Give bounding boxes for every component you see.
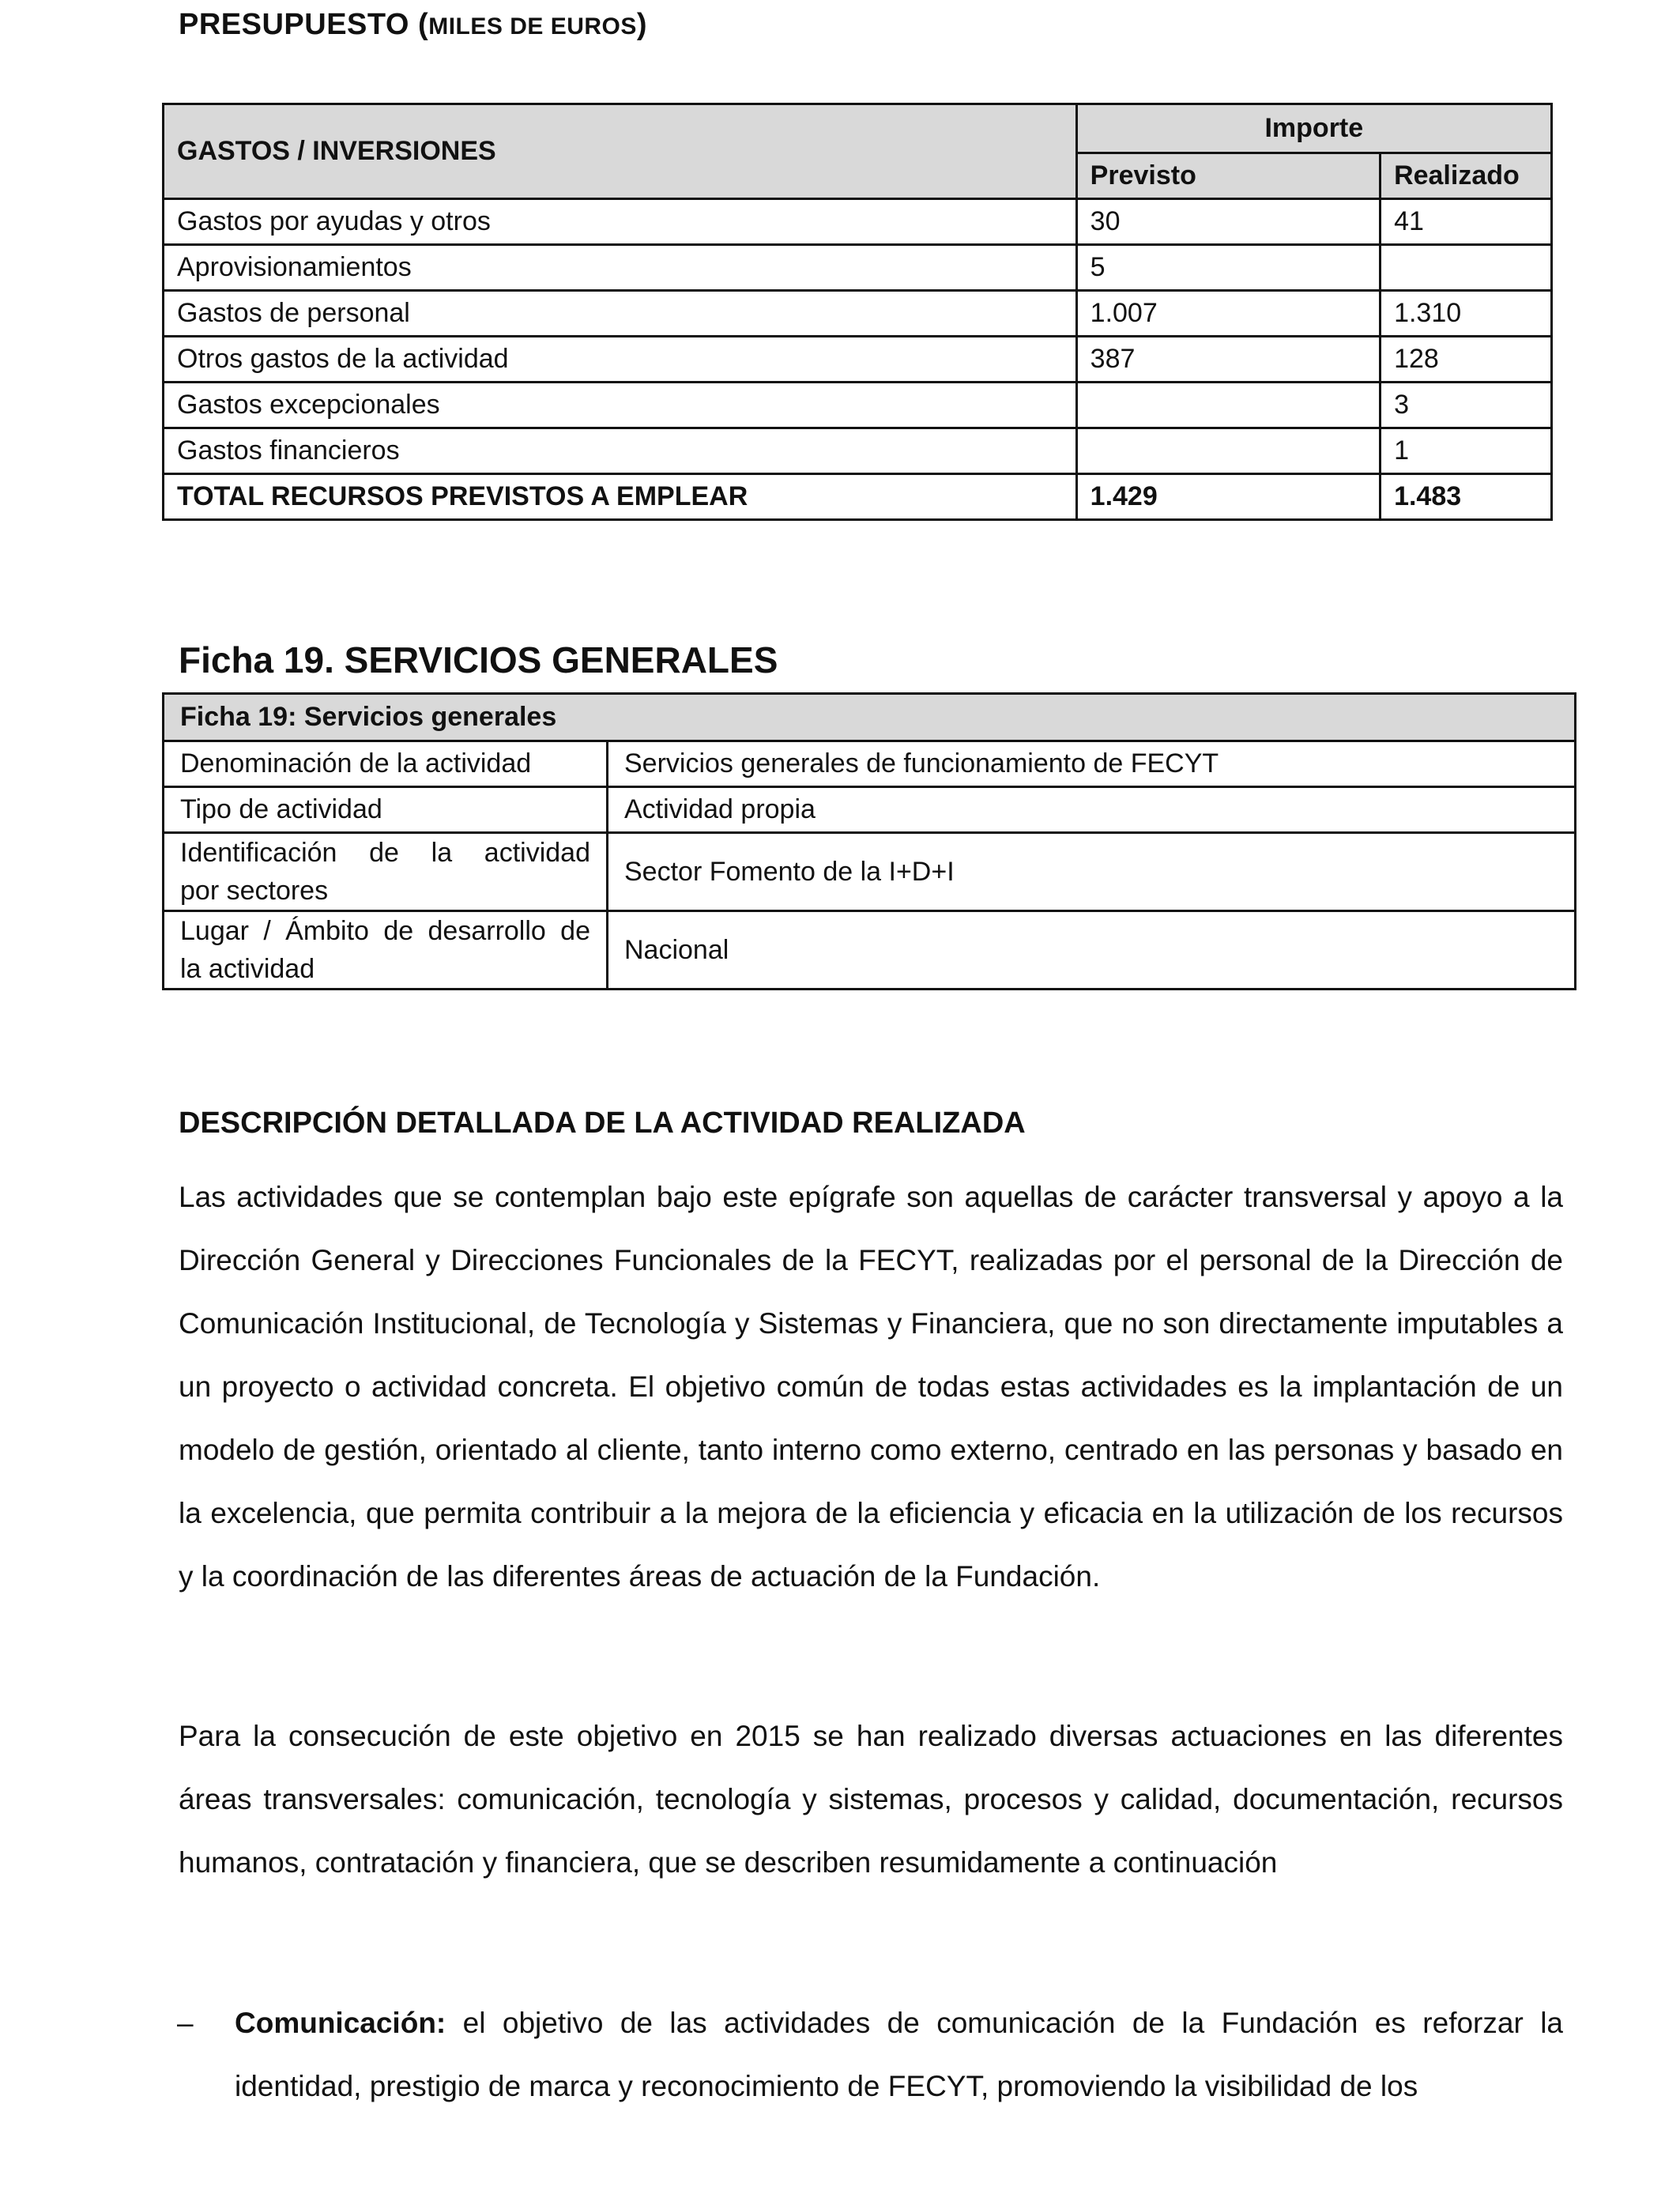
row-previsto: 387 xyxy=(1076,337,1380,383)
bullet-text: el objetivo de las actividades de comunicación de la Fundación es reforzar la identidad, prestigio de marca y reconocimiento de FECYT, promoviendo la visibilidad de los xyxy=(235,2007,1563,2102)
budget-heading xyxy=(179,8,647,42)
row-previsto: 1.007 xyxy=(1076,291,1380,337)
ficha-label-line1: Identificación de la actividad xyxy=(180,838,590,868)
ficha-label xyxy=(164,911,608,990)
row-label: Otros gastos de la actividad xyxy=(164,337,1077,383)
ficha-label-line2: por sectores xyxy=(180,876,329,906)
header-gastos-inversiones: GASTOS / INVERSIONES xyxy=(164,104,1077,199)
table-row xyxy=(164,741,1576,787)
budget-table xyxy=(162,103,1553,521)
row-realizado: 128 xyxy=(1381,337,1552,383)
row-previsto: 5 xyxy=(1076,245,1380,291)
ficha-label-line1: Lugar / Ámbito de desarrollo de xyxy=(180,916,590,946)
description-paragraph-1: Las actividades que se contemplan bajo este epígrafe son aquellas de carácter transversal y apoyo a la Dirección General y Direcciones Funcionales de la FECYT, realizadas por el personal de la Dirección de Comunicación Institucional, de Tecnología y Sistemas y Financiera, que no son directamente imputables a un proyecto o actividad concreta. El objetivo común de todas estas actividades es la implantación de un modelo de gestión, orientado al cliente, tanto interno como externo, centrado en las personas y basado en la excelencia, que permita contribuir a la mejora de la eficiencia y eficacia en la utilización de los recursos y la coordinación de las diferentes áreas de actuación de la Fundación. xyxy=(179,1181,1563,1593)
ficha-label-line2: la actividad xyxy=(180,954,315,984)
ficha-value: Servicios generales de funcionamiento de FECYT xyxy=(608,741,1576,787)
bullet-comunicacion xyxy=(235,1992,1563,2118)
total-label: TOTAL RECURSOS PREVISTOS A EMPLEAR xyxy=(164,474,1077,520)
ficha-table xyxy=(162,692,1576,990)
ficha-title-row xyxy=(164,694,1576,741)
budget-header-row xyxy=(164,104,1552,153)
row-realizado: 41 xyxy=(1381,199,1552,245)
bullet-dash: – xyxy=(177,2007,194,2039)
row-label: Gastos de personal xyxy=(164,291,1077,337)
row-label: Gastos por ayudas y otros xyxy=(164,199,1077,245)
row-realizado xyxy=(1381,245,1552,291)
row-realizado: 3 xyxy=(1381,383,1552,428)
table-row xyxy=(164,383,1552,428)
table-row xyxy=(164,787,1576,833)
ficha-label: Denominación de la actividad xyxy=(164,741,608,787)
header-realizado: Realizado xyxy=(1381,153,1552,199)
ficha-table-title: Ficha 19: Servicios generales xyxy=(164,694,1576,741)
ficha-value: Actividad propia xyxy=(608,787,1576,833)
table-row xyxy=(164,833,1576,911)
description-paragraph-2: Para la consecución de este objetivo en 2015 se han realizado diversas actuaciones en las diferentes áreas transversales: comunicación, tecnología y sistemas, procesos y calidad, documentación, recursos humanos, contratación y financiera, que se describen resumidamente a continuación xyxy=(179,1720,1563,1879)
bullet-term: Comunicación: xyxy=(235,2007,446,2039)
total-realizado: 1.483 xyxy=(1381,474,1552,520)
header-previsto: Previsto xyxy=(1076,153,1380,199)
row-label: Gastos financieros xyxy=(164,428,1077,474)
table-row xyxy=(164,911,1576,990)
row-previsto xyxy=(1076,428,1380,474)
description-heading: DESCRIPCIÓN DETALLADA DE LA ACTIVIDAD REALIZADA xyxy=(179,1106,1026,1140)
table-row xyxy=(164,337,1552,383)
ficha-label xyxy=(164,833,608,911)
table-row xyxy=(164,291,1552,337)
row-previsto: 30 xyxy=(1076,199,1380,245)
table-row xyxy=(164,245,1552,291)
table-row xyxy=(164,428,1552,474)
row-realizado: 1 xyxy=(1381,428,1552,474)
total-row xyxy=(164,474,1552,520)
ficha-label: Tipo de actividad xyxy=(164,787,608,833)
ficha-value: Sector Fomento de la I+D+I xyxy=(608,833,1576,911)
ficha-value: Nacional xyxy=(608,911,1576,990)
ficha-heading: Ficha 19. SERVICIOS GENERALES xyxy=(179,639,778,680)
row-previsto xyxy=(1076,383,1380,428)
budget-heading-title: PRESUPUESTO ( xyxy=(179,8,429,41)
header-importe: Importe xyxy=(1076,104,1551,153)
row-label: Gastos excepcionales xyxy=(164,383,1077,428)
total-previsto: 1.429 xyxy=(1076,474,1380,520)
row-realizado: 1.310 xyxy=(1381,291,1552,337)
budget-heading-close: ) xyxy=(636,8,648,41)
table-row xyxy=(164,199,1552,245)
budget-heading-unit: MILES DE EUROS xyxy=(428,13,637,40)
row-label: Aprovisionamientos xyxy=(164,245,1077,291)
